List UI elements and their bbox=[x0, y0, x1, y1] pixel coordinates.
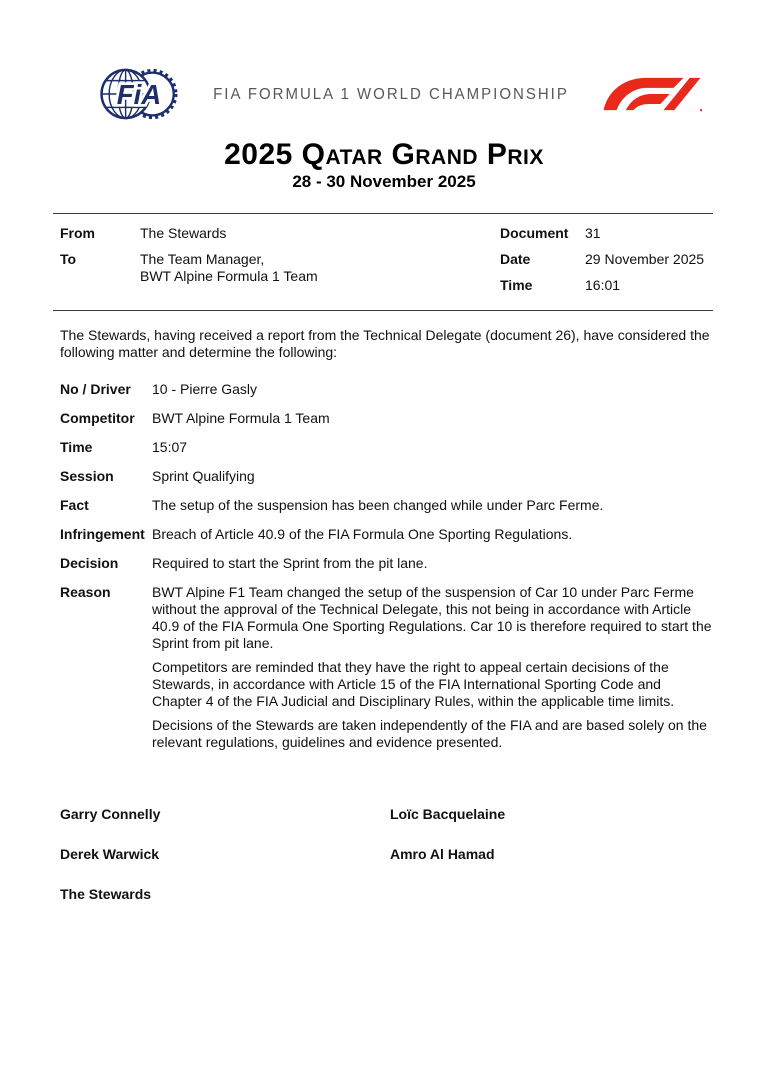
detail-value: 10 - Pierre Gasly bbox=[152, 381, 258, 397]
steward-name: Loïc Bacquelaine bbox=[390, 806, 506, 822]
detail-row-infringement bbox=[60, 526, 713, 543]
reason-paragraph: BWT Alpine F1 Team changed the setup of the suspension of Car 10 under Parc Ferme without the approval of the Technical Delegate, this not being in accordance with Article 40.9 of the FIA Formula One Sporting Regulations. Car 10 is therefore required to start the Sprint from pit lane. bbox=[152, 584, 712, 651]
detail-label: Decision bbox=[60, 555, 119, 571]
detail-row-fact bbox=[60, 497, 713, 514]
detail-label: Infringement bbox=[60, 526, 145, 542]
fia-logo-icon bbox=[98, 61, 180, 127]
meta-right-column bbox=[500, 225, 713, 294]
steward-name: Derek Warwick bbox=[60, 846, 160, 862]
signature-row bbox=[60, 886, 713, 903]
signature-row bbox=[60, 806, 713, 823]
detail-label: Competitor bbox=[60, 410, 135, 426]
detail-row-decision bbox=[60, 555, 713, 572]
detail-value: The setup of the suspension has been changed while under Parc Ferme. bbox=[152, 497, 604, 513]
document-value: 31 bbox=[585, 225, 601, 241]
signature-row bbox=[60, 846, 713, 863]
detail-label: No / Driver bbox=[60, 381, 131, 397]
meta-row-date bbox=[500, 251, 713, 268]
meta-row-document bbox=[500, 225, 713, 242]
event-dates: 28 - 30 November 2025 bbox=[292, 172, 476, 191]
reason-paragraph: Competitors are reminded that they have the right to appeal certain decisions of the Stewards, in accordance with Article 15 of the FIA International Sporting Code and Chapter 4 of the FIA Judicial and Disciplinary Rules, within the applicable time limits. bbox=[152, 659, 675, 709]
from-label: From bbox=[60, 225, 95, 241]
to-value-line2: BWT Alpine Formula 1 Team bbox=[140, 268, 318, 284]
signature-closing: The Stewards bbox=[60, 886, 152, 902]
time-label: Time bbox=[500, 277, 533, 293]
detail-row-time bbox=[60, 439, 713, 456]
detail-row-session bbox=[60, 468, 713, 485]
reason-paragraph: Decisions of the Stewards are taken independently of the FIA and are based solely on the relevant regulations, guidelines and evidence presented. bbox=[152, 717, 707, 750]
time-value: 16:01 bbox=[585, 277, 621, 293]
date-value: 29 November 2025 bbox=[585, 251, 705, 267]
detail-value: 15:07 bbox=[152, 439, 188, 455]
detail-value: Required to start the Sprint from the pit lane. bbox=[152, 555, 428, 571]
date-label: Date bbox=[500, 251, 531, 267]
meta-row-to bbox=[60, 251, 500, 285]
detail-label: Session bbox=[60, 468, 114, 484]
meta-left-column bbox=[60, 225, 500, 294]
detail-row-competitor bbox=[60, 410, 713, 427]
f1-logo-icon bbox=[602, 76, 702, 112]
from-value: The Stewards bbox=[140, 225, 227, 241]
to-label: To bbox=[60, 251, 77, 267]
steward-name: Amro Al Hamad bbox=[390, 846, 495, 862]
meta-row-from bbox=[60, 225, 500, 242]
detail-label: Reason bbox=[60, 584, 111, 600]
signatures-block bbox=[60, 806, 713, 903]
detail-label: Fact bbox=[60, 497, 89, 513]
detail-value: Sprint Qualifying bbox=[152, 468, 255, 484]
event-title: 2025 Qatar Grand Prix bbox=[224, 138, 544, 171]
meta-row-time bbox=[500, 277, 713, 294]
championship-title: FIA FORMULA 1 WORLD CHAMPIONSHIP bbox=[213, 85, 569, 103]
detail-label: Time bbox=[60, 439, 93, 455]
intro-paragraph: The Stewards, having received a report from the Technical Delegate (document 26), have considered the following matter and determine the following: bbox=[60, 327, 710, 360]
detail-value: BWT Alpine Formula 1 Team bbox=[152, 410, 330, 426]
fia-logo-text: FiA bbox=[116, 78, 162, 110]
detail-value bbox=[152, 584, 713, 751]
to-value bbox=[140, 251, 318, 285]
to-value-line1: The Team Manager, bbox=[140, 251, 265, 267]
details-table bbox=[60, 381, 713, 751]
steward-name: Garry Connelly bbox=[60, 806, 161, 822]
detail-value: Breach of Article 40.9 of the FIA Formula One Sporting Regulations. bbox=[152, 526, 573, 542]
detail-row-reason bbox=[60, 584, 713, 751]
document-label: Document bbox=[500, 225, 569, 241]
document-header bbox=[98, 60, 702, 128]
meta-block bbox=[53, 213, 713, 311]
detail-row-no-driver bbox=[60, 381, 713, 398]
